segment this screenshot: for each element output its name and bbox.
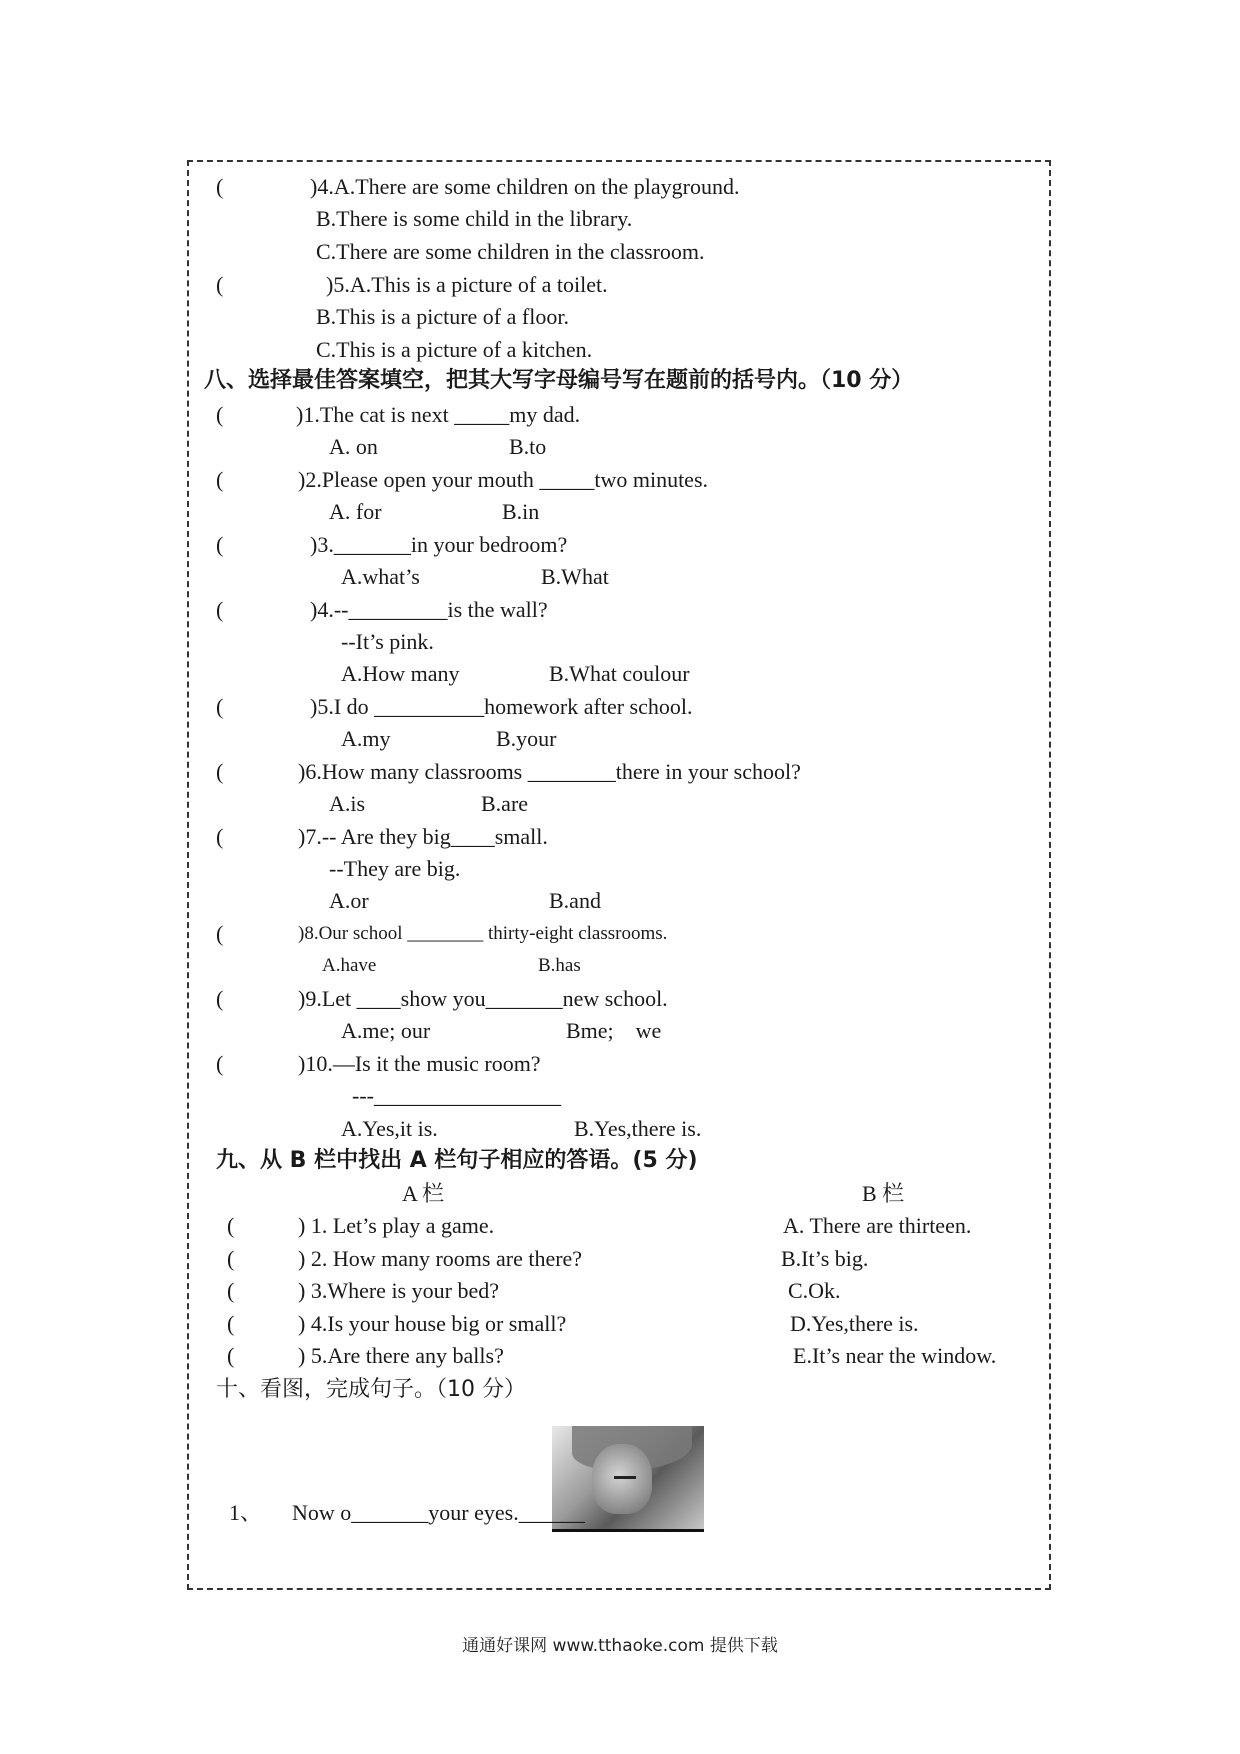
answer-paren: ( [216, 174, 224, 199]
question-8-2: )2.Please open your mouth _____two minutes. [298, 467, 709, 492]
question-8-10: )10.—Is it the music room? [298, 1051, 541, 1076]
option-b: B.in [502, 499, 540, 524]
question-7-5: )5.A.This is a picture of a toilet. [326, 272, 608, 297]
question-8-8: )8.Our school ________ thirty-eight classrooms. [298, 923, 668, 944]
option-b: B.What coulour [549, 661, 690, 686]
match-b-b: B.It’s big. [781, 1246, 869, 1271]
option-b: B.What [541, 564, 609, 589]
answer-paren: ( [216, 824, 224, 849]
option-b: B.There is some child in the library. [316, 206, 633, 231]
match-b-e: E.It’s near the window. [793, 1343, 997, 1368]
question-7-4: )4.A.There are some children on the playground. [310, 174, 740, 199]
option-a: A.Yes,it is. [341, 1116, 438, 1141]
answer-paren: ( [216, 694, 224, 719]
option-b: B.to [509, 434, 547, 459]
answer-paren: ( [216, 921, 224, 946]
answer-paren: ( [227, 1343, 235, 1368]
question-8-9: )9.Let ____show you_______new school. [298, 986, 668, 1011]
option-a: A.have [322, 955, 377, 976]
answer-paren: ( [216, 272, 224, 297]
sub-answer: --They are big. [329, 856, 461, 881]
section-8-heading: 八、选择最佳答案填空，把其大写字母编号写在题前的括号内。（10 分） [204, 368, 914, 393]
option-a: A.what’s [341, 564, 420, 589]
question-8-7: )7.-- Are they big____small. [298, 824, 548, 849]
match-a-2: ) 2. How many rooms are there? [298, 1246, 583, 1271]
question-8-1: )1.The cat is next _____my dad. [296, 402, 581, 427]
match-a-3: ) 3.Where is your bed? [298, 1278, 499, 1303]
match-a-1: ) 1. Let’s play a game. [298, 1213, 495, 1238]
question-8-5: )5.I do __________homework after school. [310, 694, 693, 719]
answer-paren: ( [216, 597, 224, 622]
sub-answer: ---_________________ [352, 1083, 561, 1108]
answer-paren: ( [227, 1278, 235, 1303]
option-a: A.is [329, 791, 366, 816]
option-b: B.are [481, 791, 529, 816]
match-b-d: D.Yes,there is. [790, 1311, 919, 1336]
option-c: C.There are some children in the classroom. [316, 239, 705, 264]
option-a: A. on [329, 434, 378, 459]
item-number: 1、 [229, 1500, 263, 1525]
match-a-4: ) 4.Is your house big or small? [298, 1311, 567, 1336]
option-c: C.This is a picture of a kitchen. [316, 337, 593, 362]
answer-paren: ( [216, 402, 224, 427]
option-a: A. for [329, 499, 382, 524]
answer-paren: ( [216, 467, 224, 492]
option-b: B.This is a picture of a floor. [316, 304, 569, 329]
answer-paren: ( [227, 1213, 235, 1238]
sub-answer: --It’s pink. [341, 629, 434, 654]
option-b: Bme; we [566, 1018, 662, 1043]
face-shape [592, 1444, 652, 1514]
footer-credit: 通通好课网 www.tthaoke.com 提供下载 [462, 1636, 778, 1656]
match-a-5: ) 5.Are there any balls? [298, 1343, 504, 1368]
section-10-heading: 十、看图，完成句子。（10 分） [216, 1377, 526, 1402]
question-8-3: )3._______in your bedroom? [310, 532, 568, 557]
answer-paren: ( [216, 532, 224, 557]
answer-paren: ( [216, 1051, 224, 1076]
option-b: B.has [538, 955, 581, 976]
answer-paren: ( [216, 759, 224, 784]
picture-sentence-1: Now o_______your eyes.______ [292, 1500, 585, 1525]
option-a: A.How many [341, 661, 460, 686]
closed-eye-icon [614, 1476, 636, 1479]
answer-paren: ( [216, 986, 224, 1011]
column-a-header: A 栏 [402, 1181, 445, 1206]
section-9-heading: 九、从 B 栏中找出 A 栏句子相应的答语。(5 分) [216, 1148, 698, 1173]
option-b: B.your [496, 726, 557, 751]
option-a: A.my [341, 726, 391, 751]
match-b-a: A. There are thirteen. [783, 1213, 972, 1238]
option-a: A.or [329, 888, 369, 913]
question-8-6: )6.How many classrooms ________there in your school? [298, 759, 801, 784]
option-b: B.Yes,there is. [574, 1116, 702, 1141]
question-8-4: )4.--_________is the wall? [310, 597, 548, 622]
option-a: A.me; our [341, 1018, 431, 1043]
match-b-c: C.Ok. [788, 1278, 841, 1303]
column-b-header: B 栏 [862, 1181, 905, 1206]
option-b: B.and [549, 888, 601, 913]
answer-paren: ( [227, 1311, 235, 1336]
answer-paren: ( [227, 1246, 235, 1271]
